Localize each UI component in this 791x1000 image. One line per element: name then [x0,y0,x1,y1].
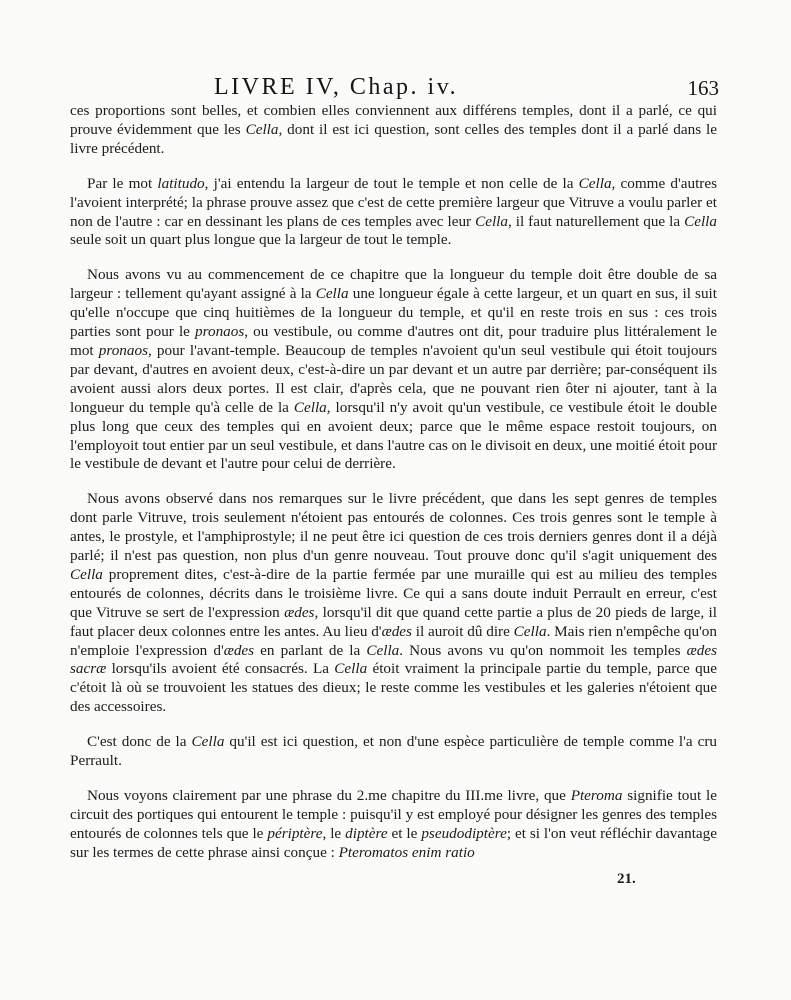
text-run: en parlant de la [254,641,367,659]
text-run: . Nous avons vu qu'on nommoit les temples [399,641,687,659]
text-run: , comme d'autres l'avoient interprété; la phrase prouve assez que c'est de cette première largeur que Vitruve a voulu parler et non de l'autre : car en dessinant les plans de ces temples avec leur [70,174,718,230]
italic-term: Cella [475,212,508,230]
italic-term: ædes sacræ [70,641,717,678]
italic-term: Cella [366,641,400,659]
text-run: , le [322,824,346,842]
italic-term: Cella [513,622,547,640]
paragraph [70,102,717,159]
page-header [214,74,719,102]
text-run: , ou vestibule, ou comme d'autres ont dit, pour traduire plus littéralement le mot [70,323,718,359]
text-run: Nous voyons clairement par une phrase du 2.me chapitre du III.me livre, que [87,787,571,804]
text-run: C'est donc de la [87,733,192,751]
text-run: une longueur égale à cette largeur, et un quart en sus, il suit qu'elle n'occupe que cinq huitièmes de la longueur du temple, et qu'il en reste trois en sus : ces trois parties sont pour le [70,285,717,341]
text-run: , j'ai entendu la largeur de tout le temple et non celle de la [204,174,579,192]
italic-term: latitudo [157,174,205,192]
text-run: Nous avons observé dans nos remarques sur le livre précédent, que dans les sept genres de temples dont parle Vitruve, trois seulement n'étoient pas entourés de colonnes. Ces trois genres sont le temple à antes, le prostyle, et l'amphiprostyle; il ne peut être ici question de ces trois derniers genres dont il a déjà parlé; il n'est pas question, non plus d'un genre nouveau. Tout prouve donc qu'il s'agit uniquement des [70,490,717,565]
signature-mark: 21. [617,871,636,887]
text-run: ; et si l'on veut réfléchir davantage sur les termes de cette phrase ainsi conçue : [70,824,718,861]
text-run: , lorsqu'il dit que quand cette partie a plus de 20 pieds de large, il faut placer deux colonnes entre les antes. Au lieu d' [70,603,717,640]
text-run: il auroit dû dire [411,622,514,640]
body-text [70,102,717,863]
text-run: ces proportions sont belles, et combien elles conviennent aux différens temples, dont il a parlé, ce qui prouve évidemment que les [70,102,717,138]
italic-term: Cella [334,660,368,678]
text-run: Nous avons vu au commencement de ce chapitre que la longueur du temple doit être double de sa largeur : tellement qu'ayant assigné à la [70,266,717,303]
italic-term: Cella [191,733,225,751]
paragraph [70,266,717,474]
text-run: signifie tout le circuit des portiques qui entourent le temple : puisqu'il y est employé pour désigner les genres des temples entourés de colonnes tels que le [70,787,717,842]
italic-term: Cella [293,398,327,416]
italic-term: Pteroma [570,787,623,804]
text-run: proprement dites, c'est-à-dire de la partie fermée par une muraille qui est au milieu des temples entourés de colonnes, décrits dans le troisième livre. Ce qui a sans doute induit Perrault en erreur, c'est que Vitruve se sert de l'expression [70,565,717,621]
paragraph [70,490,717,717]
italic-term: pseudodiptère [421,824,507,842]
text-run: , lorsqu'il n'y avoit qu'un vestibule, ce vestibule étoit le double plus long que ceux des temples qui en avoient deux; parce que le même espace restoit toujours, on l'employoit tout entier par un seul vestibule, et dans l'autre cas on le divisoit en deux, une moitié étoit pour le vestibule de devant et l'autre pour celui de derrière. [70,398,717,473]
paragraph [70,175,717,251]
text-run: qu'il est ici question, et non d'une espèce particulière de temple comme l'a cru Perrault. [70,733,717,770]
text-run: , pour l'avant-temple. Beaucoup de temples n'avoient qu'un seul vestibule qui étoit toujours par devant, d'autres en avoient deux, c'est-à-dire un par devant et un autre par derrière; par-conséquent ils avoient aussi alors deux portes. Il est clair, d'après cela, que ne pouvant rien ôter ni ajouter, tant à la longueur du temple qu'à celle de la [70,341,717,416]
text-run: Par le mot [87,174,158,192]
page-number: 163 [687,76,719,100]
text-run: , il faut naturellement que la [507,212,685,230]
italic-term: pronaos [98,341,148,359]
italic-term: ædes [284,603,315,621]
italic-term: Cella [70,565,103,583]
text-run: lorsqu'ils avoient été consacrés. La [106,660,335,678]
italic-term: diptère [345,824,388,842]
italic-term: Cella [245,120,279,138]
text-run: . Mais rien n'empêche qu'on n'emploie l'expression d' [70,622,717,659]
italic-term: Cella [684,212,717,230]
paragraph [70,733,717,771]
text-run: et le [387,824,422,842]
italic-term: ædes [223,641,255,659]
italic-term: Cella [315,285,349,303]
text-run: , dont il est ici question, sont celles des temples dont il a parlé dans le livre précédent. [70,120,717,157]
running-title: LIVRE IV, Chap. iv. [214,74,459,100]
italic-term: Pteromatos enim ratio [338,843,475,861]
italic-term: ædes [381,622,412,640]
text-run: étoit vraiment la principale partie du temple, parce que c'étoit là où se trouvoient les statues des dieux; le reste comme les vestibules et les galeries n'étoient que des accessoires. [70,660,717,716]
italic-term: pronaos [195,323,245,341]
paragraph [70,787,717,863]
italic-term: périptère [267,824,323,842]
italic-term: Cella [578,174,612,192]
text-run: seule soit un quart plus longue que la largeur de tout le temple. [70,231,452,249]
